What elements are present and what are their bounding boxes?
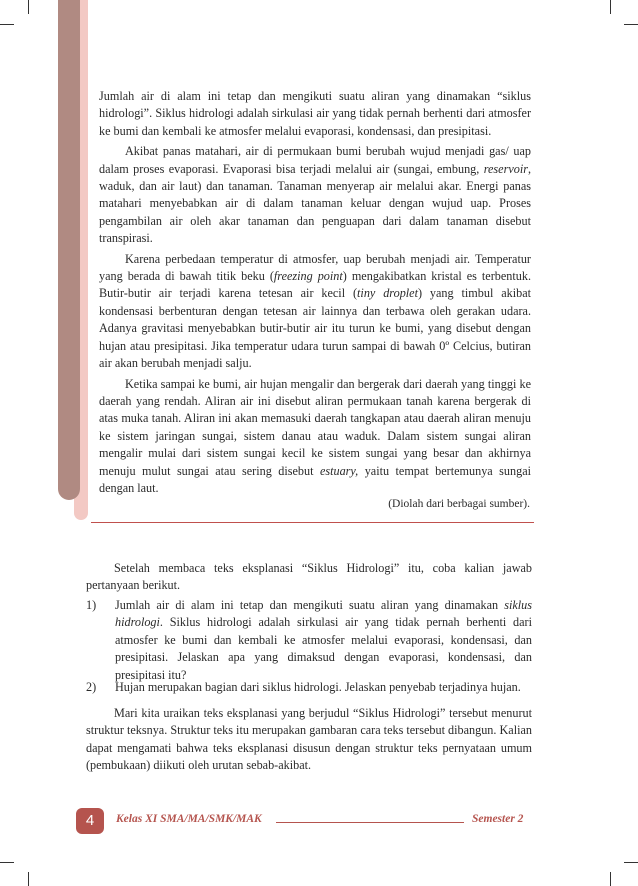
paragraph-3: Karena perbedaan temperatur di atmosfer, uap berubah menjadi air. Temperatur yang berada di bawah titik beku (freezing point) mengakibatkan kristal es terbentuk. Butir-butir air terjadi karena tetesan air kecil (tiny droplet) yang timbul akibat kondensasi berbenturan dengan tetesan air lainnya dan terbawa oleh gerakan udara. Adanya gravitasi menyebabkan butir-butir air itu turun ke bumi, yang disebut dengan hujan atau presipitasi. Jika temperatur udara turun sampai di bawah 0º Celcius, butiran air akan berubah menjadi salju. [99, 251, 532, 371]
footer-rule [276, 822, 464, 823]
crop-mark [624, 24, 638, 25]
paragraph-4: Ketika sampai ke bumi, air hujan mengalir dan bergerak dari daerah yang tinggi ke daerah yang rendah. Aliran air ini disebut aliran permukaan tanah karena bergerak di atas muka tanah. Aliran ini akan memasuki daerah tangkapan atau daerah aliran menuju ke sistem jaringan sungai, sistem danau atau waduk. Dalam sistem sungai aliran mengalir mulai dari sistem sungai kecil ke sistem sungai yang besar dan akhirnya menuju mulut sungai atau sering disebut estuary, yaitu tempat bertemunya sungai dengan laut. [99, 376, 531, 495]
closing-paragraph: Mari kita uraikan teks eksplanasi yang berjudul “Siklus Hidrologi” tersebut menurut struktur teksnya. Struktur teks itu merupakan gambaran cara teks tersebut dibangun. Kalian dapat mengamati bahwa teks eksplanasi disusun dengan struktur teks pernyataan umum (pembukaan) diikuti oleh urutan sebab-akibat. [86, 706, 532, 773]
question-number: 2) [86, 680, 97, 694]
question-1 [86, 597, 532, 684]
footer-semester-label: Semester 2 [472, 813, 524, 825]
source-note: (Diolah dari berbagai sumber). [388, 498, 530, 510]
crop-mark [0, 24, 14, 25]
paragraph-1: Jumlah air di alam ini tetap dan mengikuti suatu aliran yang dinamakan “siklus hidrologi”. Siklus hidrologi adalah sirkulasi air yang tidak pernah berhenti dari atmosfer ke bumi dan kembali ke atmosfer melalui evaporasi, kondensasi, dan presipitasi. [99, 89, 531, 138]
decorative-band [58, 0, 80, 500]
crop-mark [28, 0, 29, 14]
footer-class-label: Kelas XI SMA/MA/SMK/MAK [116, 813, 262, 825]
crop-mark [610, 872, 611, 886]
page-footer [0, 808, 638, 834]
questions-intro: Setelah membaca teks eksplanasi “Siklus Hidrologi” itu, coba kalian jawab pertanyaan berikut. [86, 561, 532, 593]
question-2 [86, 679, 532, 696]
crop-mark [0, 862, 14, 863]
crop-mark [624, 862, 638, 863]
divider-line [91, 522, 534, 523]
paragraph-2: Akibat panas matahari, air di permukaan bumi berubah wujud menjadi gas/ uap dalam proses evaporasi. Evaporasi bisa terjadi melalui air (sungai, embung, reservoir, waduk, dan air laut) dan tanaman. Tanaman menyerap air melalui akar. Energi panas matahari menyebabkan air di dalam tanaman keluar dengan wujud uap. Proses pengambilan air oleh akar tanaman dan penguapan dari dalam tanaman disebut transpirasi. [99, 144, 531, 246]
question-number: 1) [86, 598, 97, 612]
question-text: Hujan merupakan bagian dari siklus hidrologi. Jelaskan penyebab terjadinya hujan. [115, 680, 521, 694]
reading-passage [99, 88, 531, 500]
crop-mark [28, 872, 29, 886]
crop-mark [610, 0, 611, 14]
page-number-badge: 4 [76, 808, 104, 834]
question-text: Jumlah air di alam ini tetap dan mengikuti suatu aliran yang dinamakan siklus hidrologi. Siklus hidrologi adalah sirkulasi air yang tidak pernah berhenti dari atmosfer ke bumi dan kembali ke atmosfer melalui evaporasi, kondensasi, dan presipitasi. Jelaskan apa yang dimaksud dengan evaporasi, kondensasi, dan presipitasi itu? [115, 598, 532, 682]
